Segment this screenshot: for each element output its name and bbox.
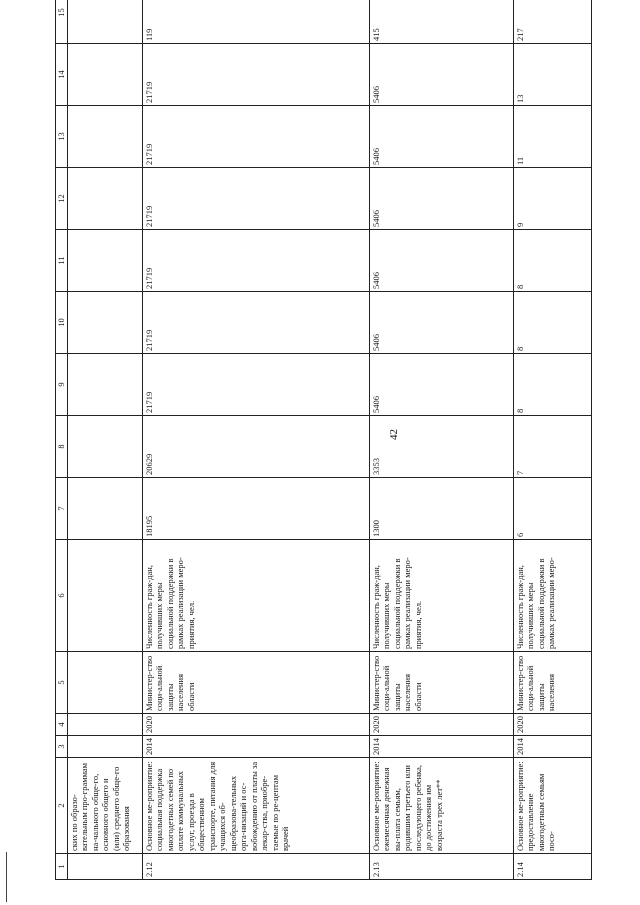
table-cell bbox=[67, 168, 142, 230]
value-cell: 18195 bbox=[142, 478, 369, 540]
start-year-cell: 2014 bbox=[513, 736, 591, 758]
executor-cell: Министер-ство соци-альной защиты населения области bbox=[142, 652, 369, 714]
table-cell bbox=[67, 0, 142, 44]
value-cell: 3353 bbox=[369, 416, 513, 478]
value-cell: 6 bbox=[513, 478, 591, 540]
table-row bbox=[513, 0, 591, 880]
header-row bbox=[56, 0, 68, 880]
margin-mark bbox=[6, 852, 7, 902]
column-header: 13 bbox=[56, 106, 68, 168]
value-cell: 21719 bbox=[142, 106, 369, 168]
table-cell bbox=[67, 540, 142, 652]
activity-name-cell: Основное ме-роприятие: социальная поддержка многодетных семей по оплате коммунальных услуг, проезда в общественном транспорте, питания для учащихся об-щеобразова-тельных орга-низаций и ос-вобождению от платы за лекар-ства, приобре-таемые по ре-цептам врачей bbox=[142, 758, 369, 854]
value-cell: 13 bbox=[513, 44, 591, 106]
column-header: 11 bbox=[56, 230, 68, 292]
value-cell: 1300 bbox=[369, 478, 513, 540]
indicator-cell: Численность граж-дан, получивших меры социальной поддержки в рамках реализации меро- bbox=[513, 540, 591, 652]
table-cell bbox=[67, 292, 142, 354]
column-header: 3 bbox=[56, 736, 68, 758]
value-cell: 8 bbox=[513, 354, 591, 416]
column-header: 6 bbox=[56, 540, 68, 652]
value-cell: 9 bbox=[513, 168, 591, 230]
value-cell: 21719 bbox=[142, 354, 369, 416]
value-cell: 8 bbox=[513, 230, 591, 292]
value-cell: 8 bbox=[513, 292, 591, 354]
activity-name-cell: Основное ме-роприятие: предоставление многодетным семьям посо- bbox=[513, 758, 591, 854]
activity-name-cell: ских по образо-вательным про-граммам на-чального обще-го, основного общего и (или) среднего обще-го образования bbox=[67, 758, 142, 854]
value-cell: 119 bbox=[142, 0, 369, 44]
row-number-cell: 2.13 bbox=[369, 854, 513, 880]
column-header: 10 bbox=[56, 292, 68, 354]
start-year-cell: 2014 bbox=[142, 736, 369, 758]
value-cell: 21719 bbox=[142, 168, 369, 230]
value-cell: 5406 bbox=[369, 106, 513, 168]
activities-table bbox=[55, 0, 592, 880]
value-cell: 415 bbox=[369, 0, 513, 44]
executor-cell: Министер-ство соци-альной защиты населения bbox=[513, 652, 591, 714]
column-header: 8 bbox=[56, 416, 68, 478]
table-cell bbox=[67, 416, 142, 478]
indicator-cell: Численность граж-дан, получивших меры социальной поддержки в рамках реализации меро-приятия, чел. bbox=[369, 540, 513, 652]
column-header: 12 bbox=[56, 168, 68, 230]
value-cell: 7 bbox=[513, 416, 591, 478]
start-year-cell: 2014 bbox=[369, 736, 513, 758]
table-cell bbox=[67, 652, 142, 714]
table-row bbox=[67, 0, 142, 880]
value-cell: 11 bbox=[513, 106, 591, 168]
table-cell bbox=[67, 230, 142, 292]
table-cell bbox=[67, 44, 142, 106]
table-cell bbox=[67, 106, 142, 168]
row-number-cell: 2.14 bbox=[513, 854, 591, 880]
value-cell: 5406 bbox=[369, 292, 513, 354]
page-number: 42 bbox=[388, 429, 400, 440]
value-cell: 5406 bbox=[369, 168, 513, 230]
value-cell: 5406 bbox=[369, 44, 513, 106]
value-cell: 20629 bbox=[142, 416, 369, 478]
value-cell: 217 bbox=[513, 0, 591, 44]
value-cell: 5406 bbox=[369, 354, 513, 416]
column-header: 14 bbox=[56, 44, 68, 106]
executor-cell: Министер-ство соци-альной защиты населения области bbox=[369, 652, 513, 714]
activity-name-cell: Основное ме-роприятие: ежемесячная денежная вы-плата семьям, родившим третьего или последующего ребенка, до достижения им возраста трех лет** bbox=[369, 758, 513, 854]
table-cell bbox=[67, 478, 142, 540]
column-header: 9 bbox=[56, 354, 68, 416]
column-header: 2 bbox=[56, 758, 68, 854]
rotated-table-container bbox=[55, 8, 592, 880]
column-header: 7 bbox=[56, 478, 68, 540]
column-header: 15 bbox=[56, 0, 68, 44]
table-row bbox=[369, 0, 513, 880]
column-header: 5 bbox=[56, 652, 68, 714]
end-year-cell: 2020 bbox=[513, 714, 591, 736]
row-number-cell: 2.12 bbox=[142, 854, 369, 880]
table-cell bbox=[67, 736, 142, 758]
end-year-cell: 2020 bbox=[142, 714, 369, 736]
column-header: 1 bbox=[56, 854, 68, 880]
end-year-cell: 2020 bbox=[369, 714, 513, 736]
table-cell bbox=[67, 354, 142, 416]
table-cell bbox=[67, 854, 142, 880]
column-header: 4 bbox=[56, 714, 68, 736]
table-cell bbox=[67, 714, 142, 736]
indicator-cell: Численность граж-дан, получивших меры социальной поддержки в рамках реализации меро-приятия, чел. bbox=[142, 540, 369, 652]
table-row bbox=[142, 0, 369, 880]
value-cell: 5406 bbox=[369, 230, 513, 292]
value-cell: 21719 bbox=[142, 44, 369, 106]
value-cell: 21719 bbox=[142, 230, 369, 292]
value-cell: 21719 bbox=[142, 292, 369, 354]
